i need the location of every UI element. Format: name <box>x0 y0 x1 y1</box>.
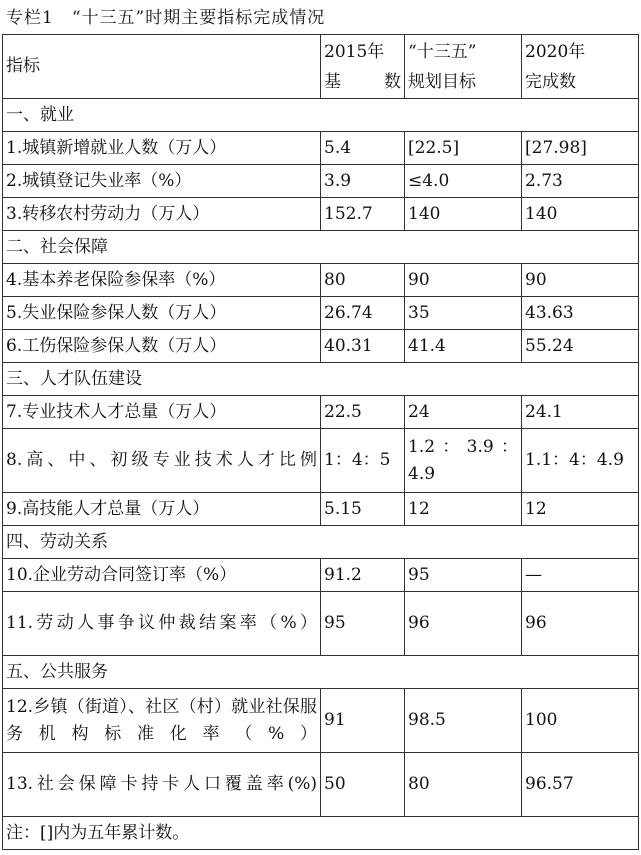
target-value: 1.2：3.9：4.9 <box>405 429 522 493</box>
section-row <box>3 363 639 396</box>
indicator-name: 13.社会保障卡持卡人口覆盖率(%) <box>3 753 321 817</box>
base-value: 91.2 <box>321 559 405 592</box>
indicator-name: 6.工伤保险参保人数（万人） <box>3 330 321 363</box>
table-row <box>3 198 639 231</box>
target-value: ≤4.0 <box>405 165 522 198</box>
done-value: 2.73 <box>522 165 639 198</box>
indicator-name: 2.城镇登记失业率（%） <box>3 165 321 198</box>
table-row <box>3 592 639 656</box>
section-row <box>3 656 639 689</box>
indicator-name: 11.劳动人事争议仲裁结案率（%） <box>3 592 321 656</box>
section-row <box>3 99 639 132</box>
base-value: 50 <box>321 753 405 817</box>
indicator-name: 4.基本养老保险参保率（%） <box>3 264 321 297</box>
base-value: 26.74 <box>321 297 405 330</box>
table-row <box>3 689 639 753</box>
table-row <box>3 559 639 592</box>
target-value: 41.4 <box>405 330 522 363</box>
target-value: 12 <box>405 493 522 526</box>
target-value: 24 <box>405 396 522 429</box>
target-value: 140 <box>405 198 522 231</box>
indicator-name: 7.专业技术人才总量（万人） <box>3 396 321 429</box>
target-value: 80 <box>405 753 522 817</box>
done-value: [27.98] <box>522 132 639 165</box>
header-2015-line2: 基 数 <box>324 71 401 92</box>
done-value: 43.63 <box>522 297 639 330</box>
indicator-name: 10.企业劳动合同签订率（%） <box>3 559 321 592</box>
table-row <box>3 493 639 526</box>
base-value: 80 <box>321 264 405 297</box>
target-value: 95 <box>405 559 522 592</box>
base-value: 5.15 <box>321 493 405 526</box>
base-value: 152.7 <box>321 198 405 231</box>
done-value: 96.57 <box>522 753 639 817</box>
header-plan-line1: “十三五” <box>408 41 477 62</box>
indicator-table <box>2 34 639 850</box>
base-value: 91 <box>321 689 405 753</box>
indicator-name: 12.乡镇（街道）、社区（村）就业社保服务机构标准化率（%） <box>3 689 321 753</box>
section-title: 五、公共服务 <box>3 656 639 689</box>
done-value: 96 <box>522 592 639 656</box>
table-note: 注：[]内为五年累计数。 <box>3 817 639 850</box>
table-row <box>3 429 639 493</box>
done-value: — <box>522 559 639 592</box>
base-value: 3.9 <box>321 165 405 198</box>
section-title: 三、人才队伍建设 <box>3 363 639 396</box>
done-value: 12 <box>522 493 639 526</box>
done-value: 24.1 <box>522 396 639 429</box>
header-row <box>3 35 639 99</box>
header-plan-target <box>405 35 522 99</box>
target-value: 98.5 <box>405 689 522 753</box>
table-row <box>3 753 639 817</box>
table-row <box>3 165 639 198</box>
base-value: 5.4 <box>321 132 405 165</box>
base-value: 22.5 <box>321 396 405 429</box>
header-2020-done <box>522 35 639 99</box>
target-value: 96 <box>405 592 522 656</box>
done-value: 55.24 <box>522 330 639 363</box>
table-row <box>3 396 639 429</box>
header-2015-base <box>321 35 405 99</box>
header-2015-line1: 2015年 <box>324 41 385 62</box>
table-row <box>3 264 639 297</box>
indicator-name: 1.城镇新增就业人数（万人） <box>3 132 321 165</box>
header-2020-line2: 完成数 <box>525 71 576 92</box>
table-caption: 专栏1 “十三五”时期主要指标完成情况 <box>6 8 326 28</box>
table-row <box>3 132 639 165</box>
done-value: 90 <box>522 264 639 297</box>
table-row <box>3 297 639 330</box>
target-value: [22.5] <box>405 132 522 165</box>
base-value: 1：4：5 <box>321 429 405 493</box>
indicator-name: 8.高、中、初级专业技术人才比例 <box>3 429 321 493</box>
header-indicator: 指标 <box>3 35 321 99</box>
header-2020-line1: 2020年 <box>525 41 586 62</box>
note-row <box>3 817 639 850</box>
done-value: 140 <box>522 198 639 231</box>
section-row <box>3 231 639 264</box>
base-value: 95 <box>321 592 405 656</box>
indicator-name: 5.失业保险参保人数（万人） <box>3 297 321 330</box>
done-value: 1.1：4：4.9 <box>522 429 639 493</box>
section-title: 二、社会保障 <box>3 231 639 264</box>
base-value: 40.31 <box>321 330 405 363</box>
target-value: 35 <box>405 297 522 330</box>
table-row <box>3 330 639 363</box>
section-row <box>3 526 639 559</box>
header-plan-line2: 规划目标 <box>408 71 476 92</box>
section-title: 四、劳动关系 <box>3 526 639 559</box>
indicator-name: 3.转移农村劳动力（万人） <box>3 198 321 231</box>
section-title: 一、就业 <box>3 99 639 132</box>
done-value: 100 <box>522 689 639 753</box>
target-value: 90 <box>405 264 522 297</box>
indicator-name: 9.高技能人才总量（万人） <box>3 493 321 526</box>
